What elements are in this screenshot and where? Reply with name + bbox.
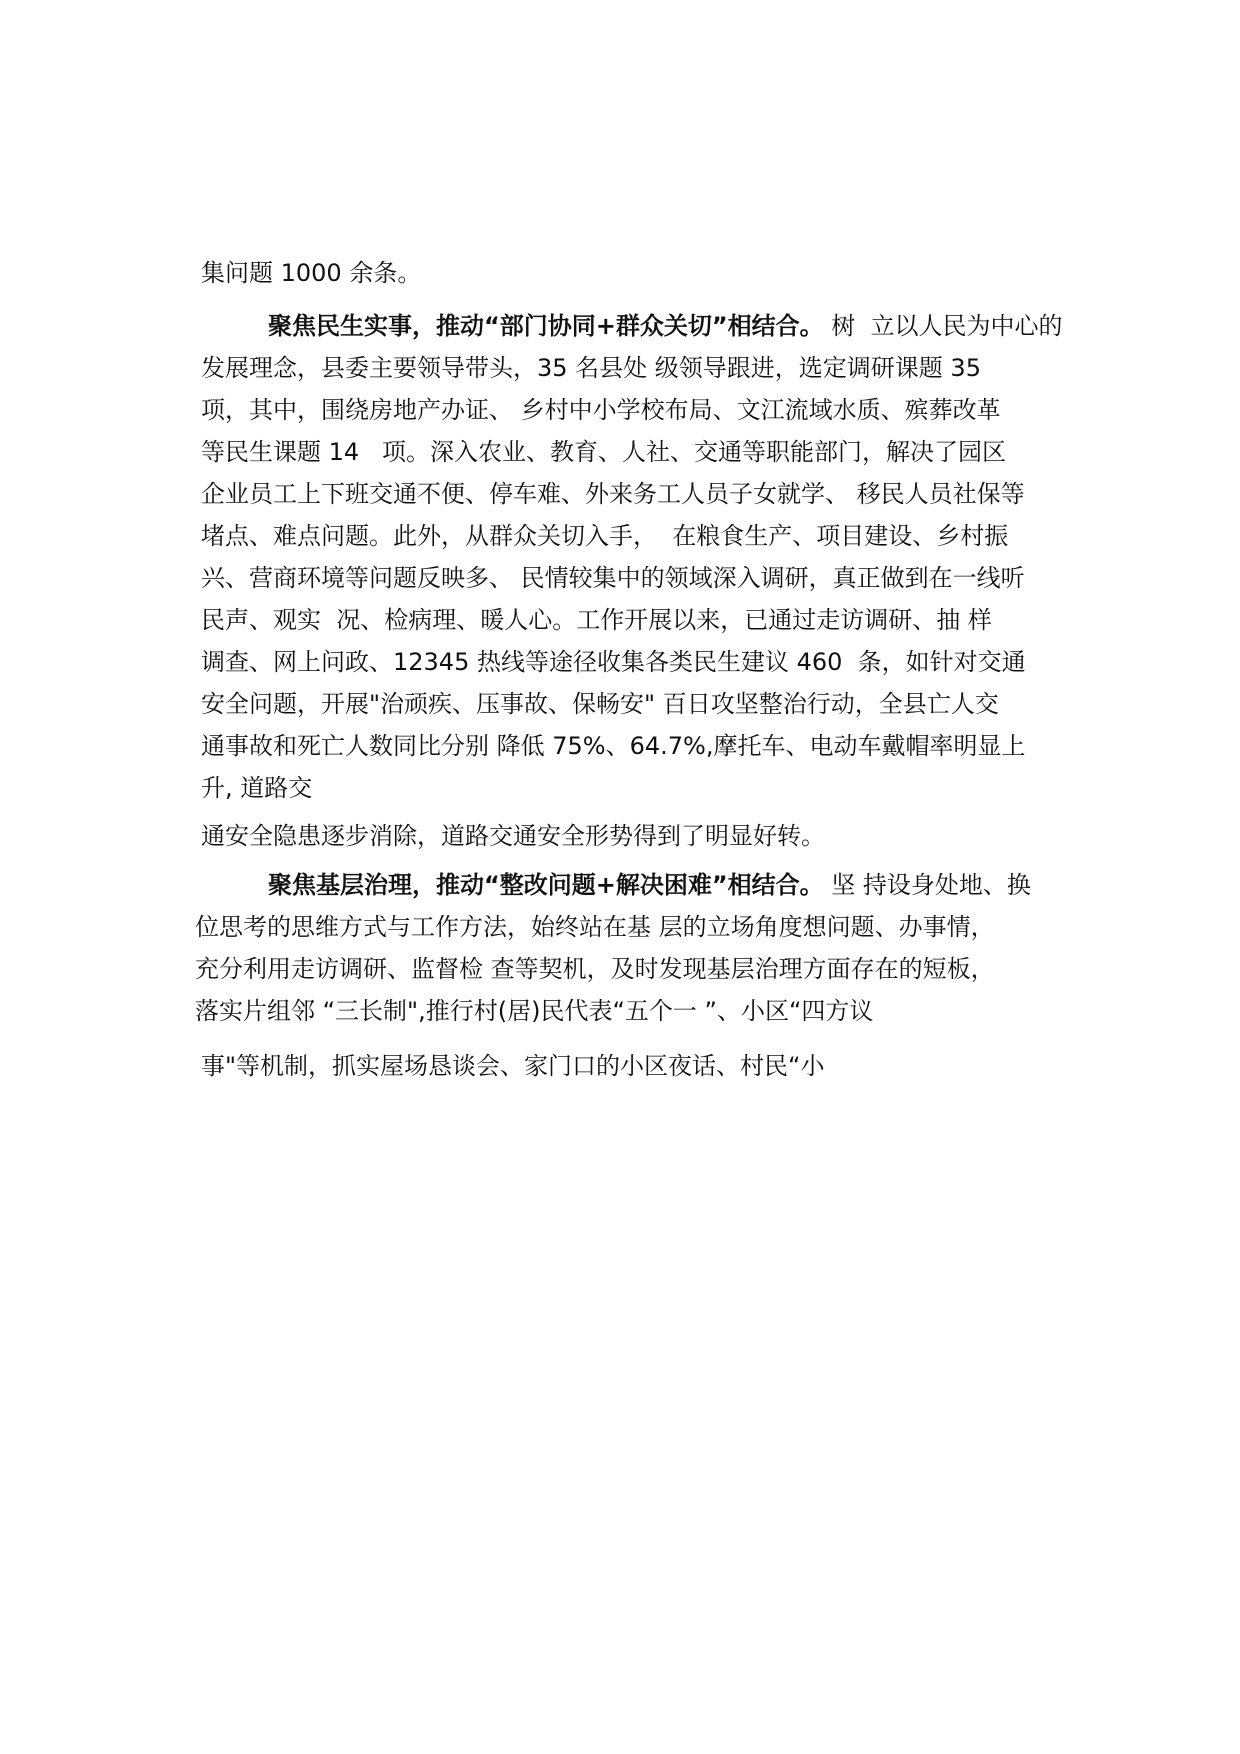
text-line: 升, 道路交	[201, 774, 313, 802]
text-line: 通安全隐患逐步消除，道路交通安全形势得到了明显好转。	[201, 822, 825, 850]
paragraph-heading-line	[268, 868, 1031, 902]
paragraph-heading-line	[268, 309, 1063, 343]
text-line: 调查、网上问政、12345 热线等途径收集各类民生建议 460 条，如针对交通	[201, 648, 1026, 676]
text-line: 事"等机制，抓实屋场恳谈会、家门口的小区夜话、村民“小	[201, 1052, 825, 1080]
text-line: 项，其中，围绕房地产办证、 乡村中小学校布局、文江流域水质、殡葬改革	[201, 396, 1001, 424]
text-line: 等民生课题 14 项。深入农业、教育、人社、交通等职能部门，解决了园区	[201, 438, 1007, 466]
paragraph-heading: 聚焦基层治理，推动“整改问题+解决困难”相结合。	[268, 871, 824, 899]
text-line: 位思考的思维方式与工作方法，始终站在基 层的立场角度想问题、办事情，	[195, 913, 995, 941]
text-span: 坚 持设身处地、换	[823, 871, 1031, 899]
text-line: 企业员工上下班交通不便、停车难、外来务工人员子女就学、 移民人员社保等	[201, 480, 1025, 508]
text-line: 堵点、难点问题。此外，从群众关切入手， 在粮食生产、项目建设、乡村振	[201, 522, 1009, 550]
text-line: 通事故和死亡人数同比分别 降低 75%、64.7%,摩托车、电动车戴帽率明显上	[201, 732, 1026, 760]
text-line: 充分利用走访调研、监督检 查等契机，及时发现基层治理方面存在的短板，	[195, 955, 995, 983]
paragraph-heading: 聚焦民生实事，推动“部门协同+群众关切”相结合。	[268, 312, 824, 340]
text-line: 发展理念，县委主要领导带头，35 名县处 级领导跟进，选定调研课题 35	[201, 354, 981, 382]
text-span: 树 立以人民为中心的	[823, 312, 1063, 340]
text-line: 落实片组邻 “三长制",推行村(居)民代表“五个一 ”、小区“四方议	[195, 997, 874, 1025]
text-line: 集问题 1000 余条。	[201, 259, 422, 287]
text-line: 安全问题，开展"治顽疾、压事故、保畅安" 百日攻坚整治行动，全县亡人交	[201, 690, 999, 718]
text-line: 民声、观实 况、检病理、暖人心。工作开展以来，已通过走访调研、抽 样	[201, 606, 992, 634]
text-line: 兴、营商环境等问题反映多、 民情较集中的领域深入调研，真正做到在一线听	[201, 564, 1025, 592]
